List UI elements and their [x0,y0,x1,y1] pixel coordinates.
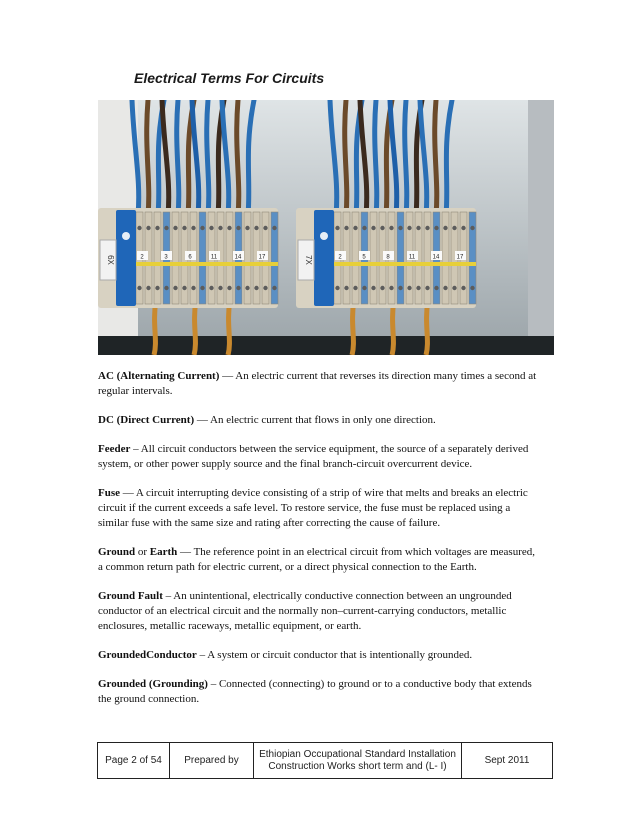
wire [375,100,377,215]
terminal-screw [236,286,240,290]
wire [154,300,156,355]
terminal-screw [254,226,258,230]
terminal-screw [164,226,168,230]
terminal-screw [227,226,231,230]
terminal-screw [164,286,168,290]
term-definition [98,413,538,428]
terminal-screw [191,286,195,290]
term-name: Feeder [98,443,131,455]
block-label: 7X [304,255,313,265]
terminal-screw [335,286,339,290]
terminal-screw [371,226,375,230]
terminal-screw [380,286,384,290]
terminal-screw [398,286,402,290]
terminal-screw [173,226,177,230]
end-bracket-screw [122,232,130,240]
terminal-screw [452,226,456,230]
terminal-screw [218,226,222,230]
terminal-screw [344,286,348,290]
terminal-screw [254,286,258,290]
term-definition [98,677,538,707]
term-name: GroundedConductor [98,649,197,661]
terminal-screw [470,226,474,230]
terminal-screw [407,226,411,230]
term-text: — The reference point in an electrical circuit from which voltages are measured, a common return path for electric current, or a direct physical connection to the Earth. [98,546,536,573]
terminal-number: 3 [164,254,168,261]
terminal-screw [200,286,204,290]
end-bracket-screw [320,232,328,240]
terminal-screw [452,286,456,290]
terminal-screw [155,226,159,230]
terminal-screw [137,226,141,230]
terminal-screw [191,226,195,230]
terminal-number: 6 [188,254,192,261]
wire [194,300,196,355]
term-name: Grounded (Grounding) [98,678,208,690]
term-text: – Connected (connecting) to ground or to a conductive body that extends the ground connection. [98,678,532,705]
terminal-screw [416,286,420,290]
terminal-screw [371,286,375,290]
terminal-screw [434,286,438,290]
terminal-screw [335,226,339,230]
terminal-screw [389,286,393,290]
terminal-screw [182,226,186,230]
terminal-screw [236,226,240,230]
wire [435,100,437,215]
terminal-screw [263,226,267,230]
terminal-screw [209,226,213,230]
term-definition [98,369,538,399]
term-name: AC (Alternating Current) [98,370,220,382]
terminal-screw [362,226,366,230]
terminal-screw [272,286,276,290]
terminal-screw [209,286,213,290]
footer-prepared-by: Prepared by [170,743,254,778]
wire [237,100,239,215]
terminal-screw [272,226,276,230]
terminal-screw [425,286,429,290]
term-text: – A system or circuit conductor that is intentionally grounded. [196,649,473,661]
block-label: 6X [106,255,115,265]
terminal-number: 11 [210,254,218,261]
footer-table [97,742,553,779]
terminal-screw [461,286,465,290]
terminal-block-illustration [98,100,554,355]
terminal-number: 17 [258,254,266,261]
wire [147,100,149,215]
term-text: — A circuit interrupting device consisting of a strip of wire that melts and breaks an electric circuit if the current exceeds a safe level. To restore service, the fuse must be replaced using a similar fuse with the same size and rating after correcting the cause of failure. [98,487,528,529]
term-definition [98,442,538,472]
terminal-screw [263,286,267,290]
terminal-screw [344,226,348,230]
wire [207,100,209,215]
term-text: — An electric current that reverses its direction many times a second at regular intervals. [98,370,537,397]
term-text: – An unintentional, electrically conductive connection between an ungrounded conductor of an electrical circuit and the normally non–current-carrying conductors, metallic enclosures, metallic raceways, metallic equipment, or earth. [98,590,512,632]
terminal-screw [380,226,384,230]
wire [177,100,179,215]
wire [228,300,230,355]
term-text: — An electric current that flows in only one direction. [194,414,436,426]
page-heading: Electrical Terms For Circuits [134,70,325,86]
terminal-number: 8 [386,254,390,261]
terminal-screw [362,286,366,290]
terminal-number: 14 [432,254,440,261]
marker-strip [136,262,278,266]
terminal-screw [245,286,249,290]
terminal-screw [137,286,141,290]
term-text: or [135,546,150,558]
terminal-screw [353,226,357,230]
terminal-screw [227,286,231,290]
terminal-screw [389,226,393,230]
terminal-number: 2 [338,254,342,261]
terminal-screw [461,226,465,230]
end-bracket [116,210,136,306]
terminal-screw [470,286,474,290]
term-text: – All circuit conductors between the service equipment, the source of a separately derived system, or other power supply source and the final branch-circuit overcurrent device. [98,443,529,470]
term-definition [98,486,538,531]
terminal-number: 11 [408,254,416,261]
terminal-screw [434,226,438,230]
term-name: Ground [98,546,136,558]
terminal-screw [146,286,150,290]
term-definition [98,648,538,663]
terminal-number: 2 [140,254,144,261]
terminal-number: 17 [456,254,464,261]
terminal-number: 14 [234,254,242,261]
term-name: Earth [149,546,178,558]
terminal-screw [146,226,150,230]
wire [426,300,428,355]
term-name: Fuse [98,487,120,499]
terminal-screw [218,286,222,290]
footer-page-number: Page 2 of 54 [98,743,170,778]
terminal-number: 5 [362,254,366,261]
terminal-block-photo [98,100,554,355]
wire [352,300,354,355]
terminal-screw [353,286,357,290]
wire [345,100,347,215]
terminal-screw [155,286,159,290]
terms-list [98,369,538,721]
terminal-screw [173,286,177,290]
terminal-screw [443,286,447,290]
end-bracket [314,210,334,306]
terminal-screw [182,286,186,290]
terminal-screw [416,226,420,230]
footer-standard-title: Ethiopian Occupational Standard Installation Construction Works short term and (L- I) [254,743,462,778]
terminal-screw [407,286,411,290]
terminal-screw [425,226,429,230]
footer-date: Sept 2011 [484,754,530,766]
terminal-screw [245,226,249,230]
wire [392,300,394,355]
terminal-screw [398,226,402,230]
terminal-screw [200,226,204,230]
terminal-screw [443,226,447,230]
term-definition [98,589,538,634]
term-definition [98,545,538,575]
wire [405,100,407,215]
term-name: Ground Fault [98,590,163,602]
marker-strip [334,262,476,266]
term-name: DC (Direct Current) [98,414,195,426]
